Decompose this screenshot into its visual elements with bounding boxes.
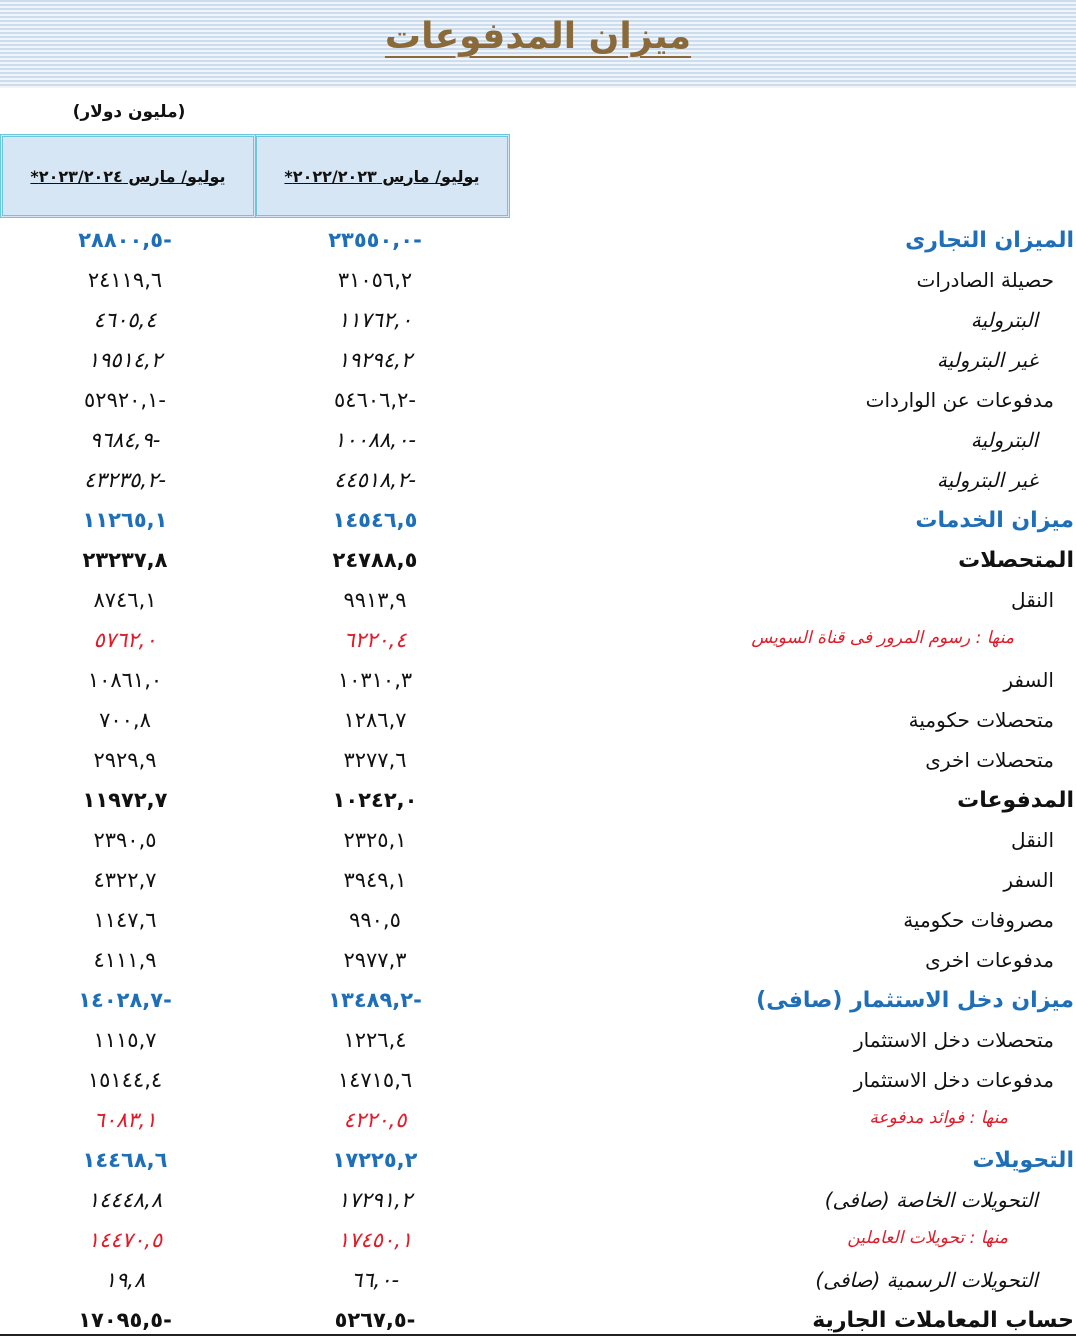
row-value-2022-2023: -١٠٠٨٨,٠	[334, 428, 416, 452]
row-label: البترولية	[970, 428, 1038, 452]
row-label: غير البترولية	[936, 348, 1038, 372]
row-value-2022-2023: -٥٢٦٧,٥	[334, 1308, 416, 1332]
row-label: مدفوعات دخل الاستثمار	[853, 1068, 1054, 1092]
table-row	[0, 382, 1076, 422]
row-label: حصيلة الصادرات	[916, 268, 1054, 292]
table-row	[0, 1142, 1076, 1182]
row-label: الميزان التجارى	[905, 228, 1074, 253]
row-value-2023-2024: ٢٩٢٩,٩	[93, 748, 157, 772]
row-value-2023-2024: ٧٠٠,٨	[99, 708, 151, 732]
row-value-2023-2024: ٢٣٢٣٧,٨	[82, 548, 168, 572]
table-row	[0, 422, 1076, 462]
table-row	[0, 262, 1076, 302]
row-value-2023-2024: -٢٨٨٠٠,٥	[78, 228, 172, 252]
row-label: غير البترولية	[936, 468, 1038, 492]
row-label: متحصلات اخرى	[925, 748, 1054, 772]
page-title: ميزان المدفوعات	[384, 16, 692, 57]
row-label: متحصلات دخل الاستثمار	[854, 1028, 1054, 1052]
row-label: النقل	[1011, 828, 1054, 852]
row-value-2022-2023: ٢٣٢٥,١	[343, 828, 407, 852]
row-value-2023-2024: ٤٦٠٥,٤	[93, 308, 157, 332]
unit-label: (مليون دولار)	[72, 102, 186, 122]
row-label: ميزان دخل الاستثمار (صافى)	[756, 988, 1074, 1013]
column-header-label: يوليو/ مارس ٢٠٢٢/٢٠٢٣*	[284, 166, 480, 186]
row-label: المدفوعات	[957, 788, 1074, 813]
table-row	[0, 462, 1076, 502]
table-row	[0, 222, 1076, 262]
row-value-2022-2023: ١٠٣١٠,٣	[337, 668, 413, 692]
table-row	[0, 622, 1076, 662]
row-value-2023-2024: ١٥١٤٤,٤	[87, 1068, 163, 1092]
bottom-rule	[0, 1334, 1076, 1336]
table-row	[0, 302, 1076, 342]
row-value-2022-2023: ١٧٤٥٠,١	[337, 1228, 413, 1252]
row-label: السفر	[1003, 868, 1054, 892]
row-label: التحويلات الخاصة (صافى)	[824, 1188, 1038, 1212]
row-label: التحويلات الرسمية (صافى)	[815, 1268, 1038, 1292]
table-row	[0, 542, 1076, 582]
row-value-2022-2023: ٣٩٤٩,١	[343, 868, 407, 892]
row-value-2022-2023: ٤٢٢٠,٥	[343, 1108, 407, 1132]
table-row	[0, 502, 1076, 542]
row-value-2022-2023: -٤٤٥١٨,٢	[334, 468, 416, 492]
row-value-2022-2023: ١٢٨٦,٧	[343, 708, 407, 732]
row-value-2023-2024: ١٩٥١٤,٢	[87, 348, 163, 372]
row-value-2023-2024: ١١٩٧٢,٧	[82, 788, 168, 812]
row-value-2022-2023: ١٧٢٩١,٢	[337, 1188, 413, 1212]
row-value-2022-2023: ١٤٥٤٦,٥	[332, 508, 418, 532]
row-label: منها : رسوم المرور فى قناة السويس	[751, 628, 1014, 648]
row-value-2023-2024: ٤٣٢٢,٧	[93, 868, 157, 892]
row-label: منها : تحويلات العاملين	[847, 1228, 1008, 1248]
row-value-2022-2023: -٦٦,٠	[350, 1268, 400, 1292]
row-value-2022-2023: ٣٢٧٧,٦	[343, 748, 407, 772]
table-row	[0, 1222, 1076, 1262]
row-label: متحصلات حكومية	[908, 708, 1054, 732]
table-row	[0, 582, 1076, 622]
table-row	[0, 782, 1076, 822]
row-label: النقل	[1011, 588, 1054, 612]
row-value-2022-2023: ١٤٧١٥,٦	[337, 1068, 413, 1092]
table-row	[0, 1182, 1076, 1222]
table-row	[0, 742, 1076, 782]
table-row	[0, 1262, 1076, 1302]
table-row	[0, 702, 1076, 742]
row-value-2022-2023: ١٩٢٩٤,٢	[337, 348, 413, 372]
table-row	[0, 822, 1076, 862]
row-label: السفر	[1003, 668, 1054, 692]
row-value-2023-2024: ١١١٥,٧	[93, 1028, 157, 1052]
row-value-2023-2024: ٤١١١,٩	[93, 948, 157, 972]
row-value-2023-2024: -١٤٠٢٨,٧	[78, 988, 172, 1012]
row-label: المتحصلات	[958, 548, 1074, 573]
row-value-2022-2023: ١٢٢٦,٤	[343, 1028, 407, 1052]
row-value-2022-2023: -١٣٤٨٩,٢	[328, 988, 422, 1012]
row-value-2022-2023: -٢٣٥٥٠,٠	[328, 228, 422, 252]
row-label: حساب المعاملات الجارية	[812, 1308, 1074, 1333]
row-label: منها : فوائد مدفوعة	[869, 1108, 1008, 1128]
row-value-2023-2024: ١١٤٧,٦	[93, 908, 157, 932]
row-value-2022-2023: ٩٩١٣,٩	[343, 588, 407, 612]
table-row	[0, 1302, 1076, 1342]
row-value-2023-2024: ١٤٤٤٨,٨	[87, 1188, 163, 1212]
row-value-2023-2024: ٥٧٦٢,٠	[93, 628, 157, 652]
row-value-2022-2023: ٢٤٧٨٨,٥	[332, 548, 418, 572]
row-label: مصروفات حكومية	[903, 908, 1054, 932]
table-row	[0, 982, 1076, 1022]
row-value-2023-2024: ١٤٤٧٠,٥	[87, 1228, 163, 1252]
row-value-2022-2023: ١٧٢٢٥,٢	[332, 1148, 418, 1172]
table-row	[0, 902, 1076, 942]
row-value-2022-2023: ١١٧٦٢,٠	[337, 308, 413, 332]
table-row	[0, 1102, 1076, 1142]
row-value-2023-2024: ١٠٨٦١,٠	[87, 668, 163, 692]
table-row	[0, 942, 1076, 982]
row-value-2023-2024: ٢٤١١٩,٦	[87, 268, 163, 292]
row-value-2023-2024: ٨٧٤٦,١	[93, 588, 157, 612]
row-value-2022-2023: ٢٩٧٧,٣	[343, 948, 407, 972]
row-value-2023-2024: ١٤٤٦٨,٦	[82, 1148, 168, 1172]
row-value-2023-2024: -٥٢٩٢٠,١	[84, 388, 166, 412]
table-row	[0, 1062, 1076, 1102]
row-value-2023-2024: ١١٢٦٥,١	[82, 508, 168, 532]
table-row	[0, 862, 1076, 902]
row-value-2023-2024: ٦٠٨٣,١	[93, 1108, 157, 1132]
row-value-2023-2024: ١٩,٨	[104, 1268, 146, 1292]
row-label: مدفوعات اخرى	[925, 948, 1054, 972]
row-value-2022-2023: ٣١٠٥٦,٢	[337, 268, 413, 292]
row-value-2023-2024: -١٧٠٩٥,٥	[78, 1308, 172, 1332]
row-label: البترولية	[970, 308, 1038, 332]
row-value-2022-2023: ٦٢٢٠,٤	[343, 628, 407, 652]
row-value-2022-2023: ١٠٢٤٢,٠	[332, 788, 418, 812]
column-header-2023-2024	[0, 134, 256, 218]
title-banner	[0, 0, 1076, 88]
row-label: مدفوعات عن الواردات	[865, 388, 1054, 412]
column-header-2022-2023	[254, 134, 510, 218]
row-value-2022-2023: ٩٩٠,٥	[349, 908, 401, 932]
row-value-2023-2024: -٩٦٨٤,٩	[89, 428, 161, 452]
row-value-2023-2024: -٤٣٢٣٥,٢	[84, 468, 166, 492]
row-value-2023-2024: ٢٣٩٠,٥	[93, 828, 157, 852]
table-row	[0, 662, 1076, 702]
table-row	[0, 342, 1076, 382]
row-value-2022-2023: -٥٤٦٠٦,٢	[334, 388, 416, 412]
table-row	[0, 1022, 1076, 1062]
column-header-label: يوليو/ مارس ٢٠٢٣/٢٠٢٤*	[30, 166, 226, 186]
row-label: ميزان الخدمات	[915, 508, 1074, 533]
row-label: التحويلات	[972, 1148, 1074, 1173]
